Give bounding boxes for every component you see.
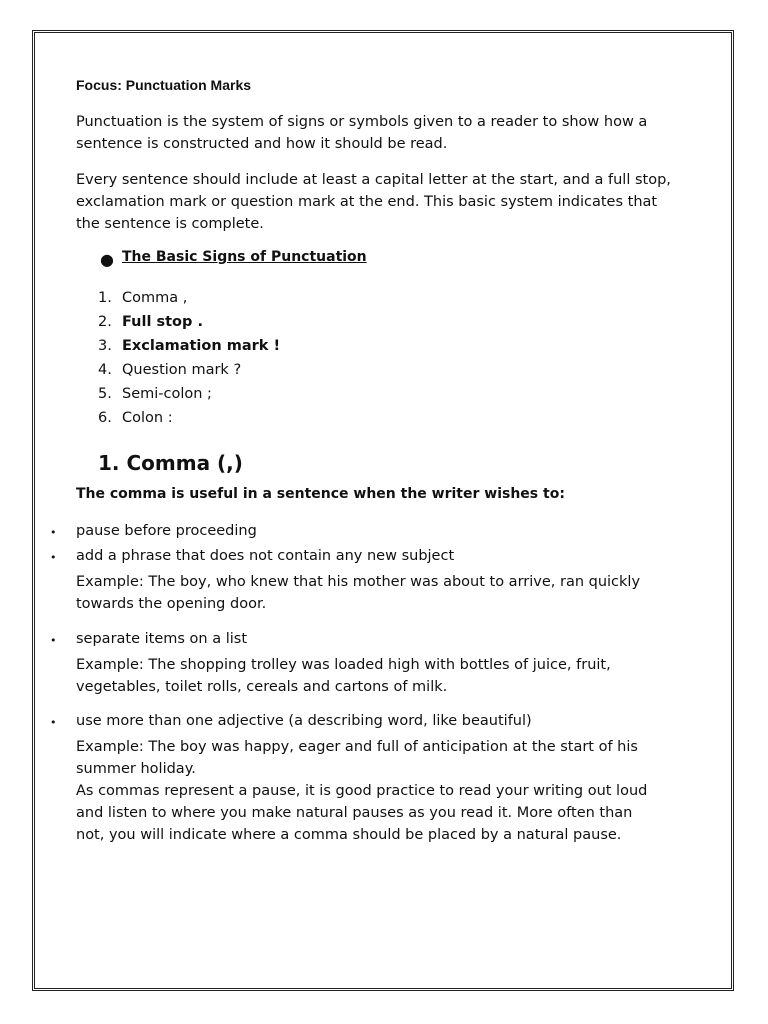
list-number: 5. xyxy=(98,386,112,402)
list-number: 6. xyxy=(98,410,112,426)
basic-signs-list xyxy=(98,287,280,431)
bullet-text: use more than one adjective (a describing word, like beautiful) xyxy=(76,713,532,729)
example-block xyxy=(76,571,640,615)
example-block xyxy=(76,736,647,846)
text-line: Example: The shopping trolley was loaded high with bottles of juice, fruit, xyxy=(76,657,611,673)
bullet-icon: • xyxy=(50,716,57,729)
text-line: Every sentence should include at least a capital letter at the start, and a full stop, xyxy=(76,172,671,188)
text-line: exclamation mark or question mark at the end. This basic system indicates that xyxy=(76,194,658,210)
example-block xyxy=(76,654,611,698)
bullet-text: pause before proceeding xyxy=(76,523,257,539)
list-number: 1. xyxy=(98,290,112,306)
text-line: Punctuation is the system of signs or symbols given to a reader to show how a xyxy=(76,114,648,130)
list-number: 4. xyxy=(98,362,112,378)
list-label: Exclamation mark ! xyxy=(122,338,281,354)
comma-intro: The comma is useful in a sentence when the writer wishes to: xyxy=(76,486,565,502)
text-line: the sentence is complete. xyxy=(76,216,264,232)
text-line: sentence is constructed and how it should be read. xyxy=(76,136,448,152)
text-line: not, you will indicate where a comma should be placed by a natural pause. xyxy=(76,827,622,843)
intro-paragraph-2 xyxy=(76,169,671,235)
list-label: Semi-colon ; xyxy=(122,386,212,402)
bullet-text: add a phrase that does not contain any new subject xyxy=(76,548,455,564)
list-item xyxy=(98,383,280,407)
text-line: Example: The boy, who knew that his mother was about to arrive, ran quickly xyxy=(76,574,641,590)
text-line: vegetables, toilet rolls, cereals and cartons of milk. xyxy=(76,679,448,695)
list-label: Comma , xyxy=(122,290,188,306)
basic-signs-heading: The Basic Signs of Punctuation xyxy=(122,249,367,265)
text-line: As commas represent a pause, it is good practice to read your writing out loud xyxy=(76,783,648,799)
text-line: towards the opening door. xyxy=(76,596,267,612)
bullet-icon: • xyxy=(50,551,57,564)
bullet-icon: • xyxy=(50,634,57,647)
list-number: 2. xyxy=(98,314,112,330)
list-number: 3. xyxy=(98,338,112,354)
text-line: and listen to where you make natural pauses as you read it. More often than xyxy=(76,805,633,821)
text-line: Example: The boy was happy, eager and full of anticipation at the start of his xyxy=(76,739,638,755)
list-item xyxy=(98,287,280,311)
bullet-text: separate items on a list xyxy=(76,631,248,647)
list-label: Question mark ? xyxy=(122,362,242,378)
bullet-icon: ● xyxy=(100,250,114,269)
list-label: Colon : xyxy=(122,410,173,426)
list-item xyxy=(98,335,280,359)
list-item xyxy=(98,311,280,335)
list-label: Full stop . xyxy=(122,314,203,330)
list-item xyxy=(98,359,280,383)
intro-paragraph-1 xyxy=(76,111,647,155)
section-heading: 1. Comma (,) xyxy=(98,451,243,475)
bullet-icon: • xyxy=(50,526,57,539)
text-line: summer holiday. xyxy=(76,761,196,777)
focus-title: Focus: Punctuation Marks xyxy=(76,77,252,93)
list-item xyxy=(98,407,280,431)
